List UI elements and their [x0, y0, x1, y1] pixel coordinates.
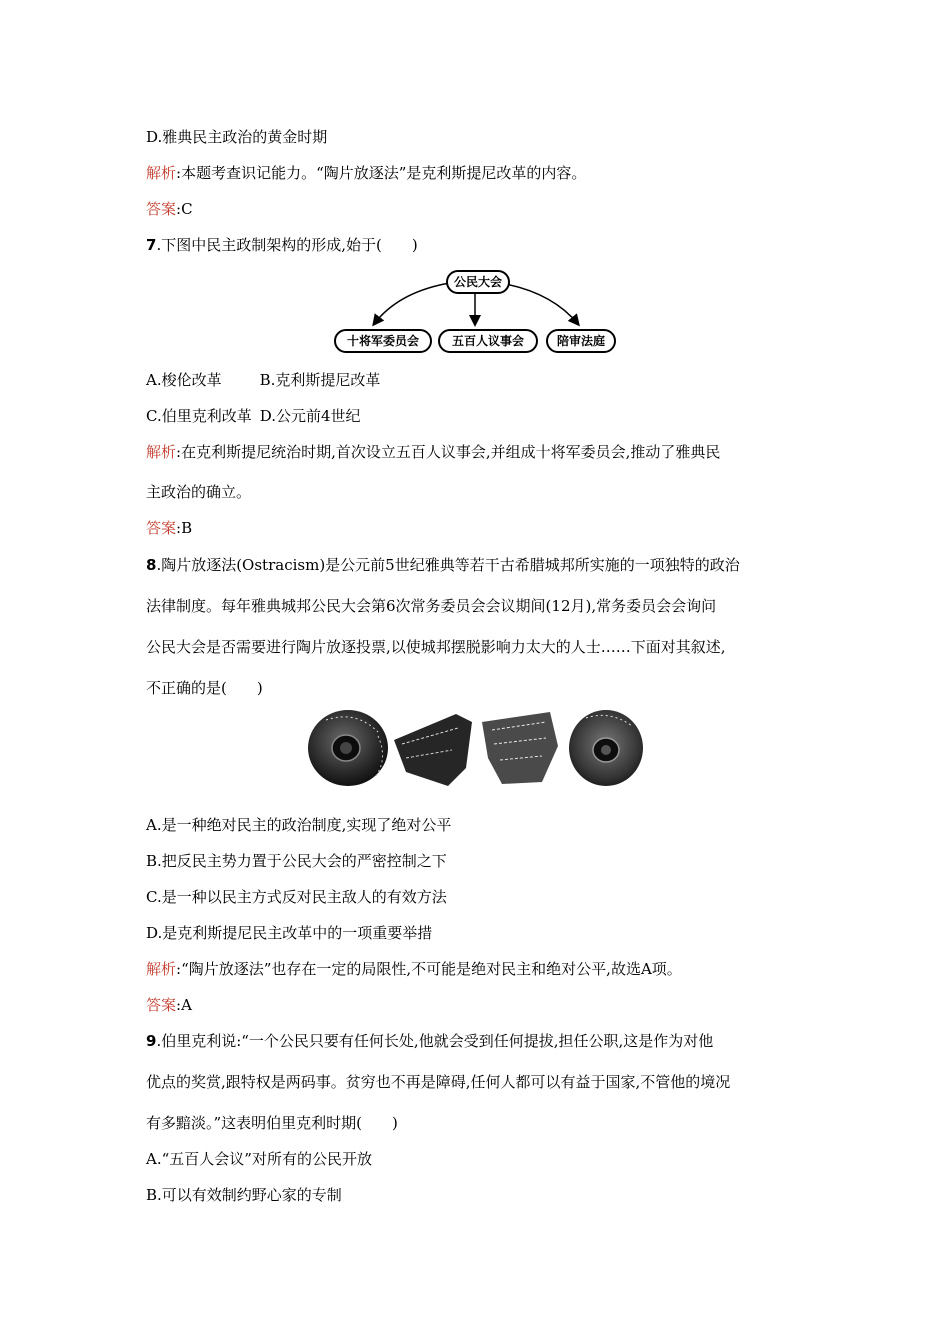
analysis-label: 解析: [146, 164, 177, 182]
q9-option-a: A.“五百人会议”对所有的公民开放: [146, 1150, 372, 1168]
question-text: .下图中民主政制架构的形成,始于( ): [156, 236, 418, 254]
q6-option-d: D.雅典民主政治的黄金时期: [146, 128, 328, 146]
q7-options-row2: [146, 406, 361, 426]
q8-stem-line4: 不正确的是( ): [146, 679, 263, 697]
analysis-label: 解析: [146, 960, 177, 978]
q9-stem-line2: 优点的奖赏,跟特权是两码事。贫穷也不再是障碍,任何人都可以有益于国家,不管他的境况: [146, 1073, 731, 1091]
shard-4: [569, 710, 643, 786]
arrow-left: [374, 282, 456, 324]
answer-label: 答案: [146, 519, 177, 537]
answer-label: 答案: [146, 996, 177, 1014]
question-number: 9: [146, 1032, 157, 1050]
q6-answer: [146, 199, 193, 219]
node-council-500: 五百人议事会: [438, 329, 538, 353]
shard-2: [394, 714, 472, 786]
q7-option-d: D.公元前4世纪: [259, 407, 361, 425]
q7-option-b: B.克利斯提尼改革: [259, 371, 381, 389]
question-number: 8: [146, 556, 157, 574]
q8-stem-line2: 法律制度。每年雅典城邦公民大会第6次常务委员会会议期间(12月),常务委员会会询问: [146, 597, 717, 615]
question-text: .伯里克利说:“一个公民只要有任何长处,他就会受到任何提拔,担任公职,这是作为对他: [156, 1032, 714, 1050]
q8-option-b: B.把反民主势力置于公民大会的严密控制之下: [146, 852, 447, 870]
analysis-text: :本题考查识记能力。“陶片放逐法”是克利斯提尼改革的内容。: [176, 164, 587, 182]
ostraca-shards-image: [306, 706, 646, 790]
q8-stem-line1: [146, 555, 740, 575]
q8-option-d: D.是克利斯提尼民主改革中的一项重要举措: [146, 924, 433, 942]
q7-option-a: A.梭伦改革: [146, 371, 222, 389]
q8-answer: [146, 995, 192, 1015]
q9-option-b: B.可以有效制约野心家的专制: [146, 1186, 342, 1204]
q8-analysis: [146, 959, 682, 979]
q7-answer: [146, 518, 192, 538]
question-text: .陶片放逐法(Ostracism)是公元前5世纪雅典等若干古希腊城邦所实施的一项独特的政治: [156, 556, 740, 574]
q7-options-row1: [146, 370, 380, 390]
analysis-text: :“陶片放逐法”也存在一定的局限性,不可能是绝对民主和绝对公平,故选A项。: [176, 960, 682, 978]
node-jury-court: 陪审法庭: [546, 329, 616, 353]
node-ten-generals: 十将军委员会: [334, 329, 432, 353]
question-number: 7: [146, 236, 157, 254]
democracy-structure-diagram: [330, 266, 620, 358]
node-citizens-assembly: 公民大会: [446, 270, 510, 294]
answer-text: :A: [176, 996, 192, 1014]
shard-1: [308, 710, 388, 786]
q8-option-a: A.是一种绝对民主的政治制度,实现了绝对公平: [146, 816, 452, 834]
q8-stem-line3: 公民大会是否需要进行陶片放逐投票,以使城邦摆脱影响力太大的人士……下面对其叙述,: [146, 638, 726, 656]
q9-stem-line3: 有多黯淡。”这表明伯里克利时期( ): [146, 1114, 398, 1132]
q7-stem: [146, 235, 418, 255]
q8-option-c: C.是一种以民主方式反对民主敌人的有效方法: [146, 888, 447, 906]
answer-text: :B: [176, 519, 193, 537]
answer-label: 答案: [146, 200, 177, 218]
q7-analysis-line2: 主政治的确立。: [146, 483, 252, 501]
q7-option-c: C.伯里克利改革: [146, 407, 252, 425]
ostraca-photo: [306, 706, 646, 790]
q7-analysis-line1: [146, 442, 720, 462]
analysis-label: 解析: [146, 443, 177, 461]
q6-analysis: [146, 163, 586, 183]
shard-3: [482, 712, 558, 784]
analysis-text: :在克利斯提尼统治时期,首次设立五百人议事会,并组成十将军委员会,推动了雅典民: [176, 443, 721, 461]
q9-stem-line1: [146, 1031, 713, 1051]
answer-text: :C: [176, 200, 193, 218]
